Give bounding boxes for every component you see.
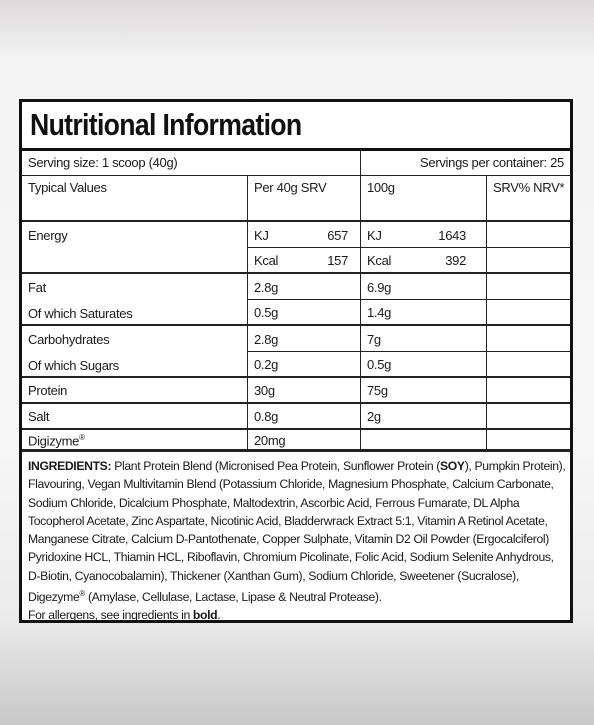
header-nrv-cell <box>487 176 570 222</box>
header-typical-cell <box>22 176 248 222</box>
carbs-srv: 2.8g <box>254 332 279 347</box>
saturates-nrv-cell <box>487 300 570 326</box>
fat-label-cell <box>22 274 248 326</box>
protein-nrv-cell <box>487 378 570 404</box>
header-per-serving-cell <box>248 176 361 222</box>
fat-srv-cell <box>248 274 361 300</box>
servings-per-container: Servings per container: 25 <box>420 155 564 170</box>
protein-100: 75g <box>367 383 388 398</box>
digizyme-nrv-cell <box>487 430 570 452</box>
carbs-100-cell <box>361 326 487 352</box>
saturates-100: 1.4g <box>367 305 392 320</box>
energy-kcal-100-cell <box>361 248 487 274</box>
fat-nrv-cell <box>487 274 570 300</box>
energy-kcal-srv: 157 <box>327 253 348 268</box>
sugars-srv-cell <box>248 352 361 378</box>
energy-kj-unit-srv: KJ <box>254 228 269 243</box>
energy-kj-nrv-cell <box>487 222 570 248</box>
nutrition-panel <box>19 99 573 623</box>
serving-size-cell <box>22 151 361 176</box>
ingredients-line: Pyridoxine HCL, Thiamin HCL, Riboflavin, Chromium Picolinate, Folic Acid, Sodium Selenite Anhydrous, <box>28 550 554 565</box>
fat-srv: 2.8g <box>254 280 279 295</box>
header-per-100g: 100g <box>367 180 395 195</box>
header-typical: Typical Values <box>28 180 107 195</box>
carbs-label-cell <box>22 326 248 378</box>
digizyme-100-cell <box>361 430 487 452</box>
digizyme-label-cell <box>22 430 248 452</box>
allergen-soy: SOY <box>440 459 465 473</box>
ingredients-line: Tocopherol Acetate, Zinc Aspartate, Nicotinic Acid, Bladderwrack Extract 5:1, Vitamin A Retinol Acetate, <box>28 513 548 528</box>
panel-title: Nutritional Information <box>30 107 302 142</box>
digizyme-srv-cell <box>248 430 361 452</box>
fat-label: Fat <box>28 280 46 295</box>
ingredients-line: Sodium Chloride, Dicalcium Phosphate, Maltodextrin, Ascorbic Acid, Ferrous Fumarate, DL Alpha <box>28 495 520 510</box>
fat-100: 6.9g <box>367 280 392 295</box>
sugars-100: 0.5g <box>367 357 392 372</box>
energy-kj-100-cell <box>361 222 487 248</box>
servings-per-container-cell <box>361 151 570 176</box>
carbs-srv-cell <box>248 326 361 352</box>
protein-srv: 30g <box>254 383 275 398</box>
carbs-label: Carbohydrates <box>28 332 110 347</box>
header-per-serving: Per 40g SRV <box>254 180 327 195</box>
energy-kcal-srv-cell <box>248 248 361 274</box>
header-per-100g-cell <box>361 176 487 222</box>
energy-kj-100: 1643 <box>438 228 466 243</box>
energy-kcal-100: 392 <box>445 253 466 268</box>
sugars-100-cell <box>361 352 487 378</box>
ingredients-block <box>28 457 568 625</box>
energy-kcal-unit-100: Kcal <box>367 253 392 268</box>
salt-100: 2g <box>367 409 381 424</box>
saturates-label: Of which Saturates <box>28 306 133 321</box>
salt-label: Salt <box>28 409 50 424</box>
energy-kj-srv: 657 <box>327 228 348 243</box>
carbs-100: 7g <box>367 332 381 347</box>
serving-size: Serving size: 1 scoop (40g) <box>28 155 178 170</box>
protein-label-cell <box>22 378 248 404</box>
carbs-nrv-cell <box>487 326 570 352</box>
salt-srv: 0.8g <box>254 409 279 424</box>
sugars-label: Of which Sugars <box>28 358 119 373</box>
saturates-100-cell <box>361 300 487 326</box>
energy-label: Energy <box>28 228 68 243</box>
energy-kcal-unit-srv: Kcal <box>254 253 279 268</box>
sugars-nrv-cell <box>487 352 570 378</box>
ingredients-heading: INGREDIENTS: <box>28 459 112 473</box>
fat-100-cell <box>361 274 487 300</box>
energy-kcal-nrv-cell <box>487 248 570 274</box>
digizyme-label: Digizyme® <box>28 433 85 449</box>
allergen-note: For allergens, see ingredients in bold. <box>28 608 221 623</box>
salt-label-cell <box>22 404 248 430</box>
ingredients-line: D-Biotin, Cyanocobalamin), Thickener (Xanthan Gum), Sodium Chloride, Sweetener (Sucralose), <box>28 568 519 583</box>
protein-label: Protein <box>28 383 68 398</box>
protein-100-cell <box>361 378 487 404</box>
protein-srv-cell <box>248 378 361 404</box>
saturates-srv-cell <box>248 300 361 326</box>
ingredients-line: Digezyme® (Amylase, Cellulase, Lactase, Lipase & Neutral Protease). <box>28 589 382 605</box>
ingredients-line: Flavouring, Vegan Multivitamin Blend (Potassium Chloride, Magnesium Phosphate, Calcium Carbonate, <box>28 477 554 492</box>
ingredients-line: Manganese Citrate, Calcium D-Pantothenate, Copper Sulphate, Vitamin D2 Oil Powder (Ergocalciferol) <box>28 532 549 547</box>
salt-nrv-cell <box>487 404 570 430</box>
energy-kj-srv-cell <box>248 222 361 248</box>
salt-srv-cell <box>248 404 361 430</box>
saturates-srv: 0.5g <box>254 305 279 320</box>
salt-100-cell <box>361 404 487 430</box>
ingredients-line: INGREDIENTS: Plant Protein Blend (Micronised Pea Protein, Sunflower Protein (SOY), Pumpkin Protein), <box>28 459 566 473</box>
header-nrv: SRV% NRV* <box>493 180 565 195</box>
sugars-srv: 0.2g <box>254 357 279 372</box>
energy-kj-unit-100: KJ <box>367 228 382 243</box>
energy-label-cell <box>22 222 248 274</box>
digizyme-srv: 20mg <box>254 433 286 448</box>
